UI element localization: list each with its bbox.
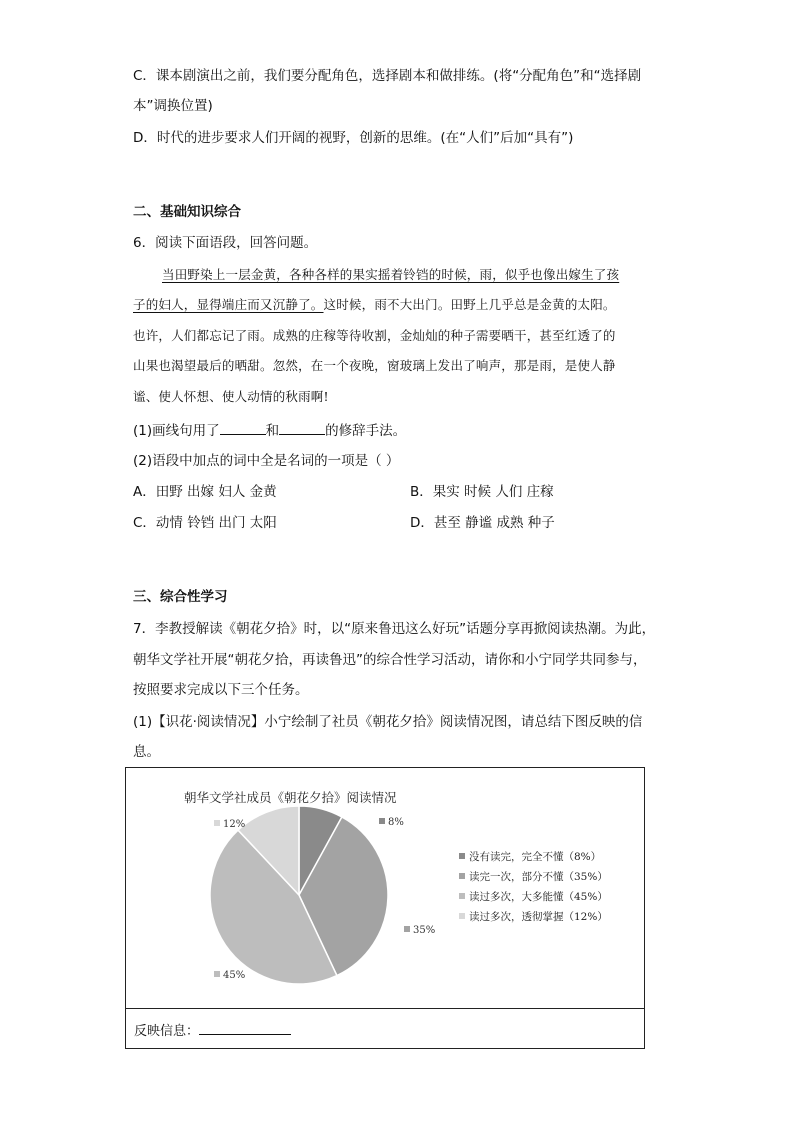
data-label-marker-2 [404, 926, 410, 932]
legend-marker-1 [459, 853, 465, 859]
option-d-line: D．时代的进步要求人们开阔的视野，创新的思维。(在“人们”后加“具有”) [133, 130, 574, 146]
sub-question-1-text-b: 和 [265, 423, 280, 439]
underlined-sentence-part-2: 子的妇人，显得端庄而又沉静了。 [133, 297, 324, 312]
section-3-title: 三、综合性学习 [133, 589, 228, 605]
question-7-line-3: 按照要求完成以下三个任务。 [133, 682, 309, 698]
feedback-blank[interactable] [199, 1020, 291, 1035]
feedback-label: 反映信息： [134, 1024, 200, 1039]
answer-blank-1[interactable] [220, 420, 266, 435]
data-label-2: 35% [413, 925, 436, 936]
data-label-marker-3 [214, 971, 220, 977]
passage-line-5: 谧、使人怀想、使人动情的秋雨啊! [133, 389, 329, 404]
feedback-row [134, 1020, 291, 1039]
legend-entry-4: 读过多次，透彻掌握（12%） [469, 911, 608, 923]
choice-b[interactable]: B．果实 时候 人们 庄稼 [410, 484, 554, 500]
pie-chart [126, 768, 644, 1008]
passage-line-2 [133, 295, 616, 315]
question-7-line-2: 朝华文学社开展“朝花夕拾，再读鲁迅”的综合性学习活动，请你和小宁同学共同参与， [133, 652, 647, 668]
legend-entry-2: 读完一次，部分不懂（35%） [469, 871, 608, 883]
passage-line-1 [162, 265, 619, 285]
underlined-sentence-part-1: 当田野染上一层金黄，各种各样的果实摇着铃铛的时候，雨，似乎也像出嫁生了孩 [162, 267, 620, 282]
passage-line-4: 山果也渴望最后的晒甜。忽然，在一个夜晚，窗玻璃上发出了响声，那是雨，是使人静 [133, 358, 616, 373]
option-c-line-1: C．课本剧演出之前，我们要分配角色，选择剧本和做排练。(将“分配角色”和“选择剧 [133, 68, 642, 84]
sub-question-1 [133, 420, 406, 441]
legend-entry-1: 没有读完，完全不懂（8%） [469, 851, 602, 863]
sub-question-2: (2)语段中加点的词中全是名词的一项是（ ） [133, 453, 400, 469]
legend-entry-3: 读过多次，大多能懂（45%） [469, 891, 608, 903]
chart-title: 朝华文学社成员《朝花夕拾》阅读情况 [184, 790, 397, 805]
section-2-title: 二、基础知识综合 [133, 204, 241, 220]
sub-question-1-text-c: 的修辞手法。 [325, 423, 407, 439]
question-7-line-1: 7．李教授解读《朝花夕拾》时，以“原来鲁迅这么好玩”话题分享再掀阅读热潮。为此， [133, 621, 656, 637]
data-label-3: 45% [223, 970, 246, 981]
data-label-4: 12% [223, 819, 246, 830]
choice-c[interactable]: C．动情 铃铛 出门 太阳 [133, 515, 277, 531]
data-label-marker-1 [379, 818, 385, 824]
question-7-sub-1-line-1: (1)【识花·阅读情况】小宁绘制了社员《朝花夕拾》阅读情况图，请总结下图反映的信 [133, 714, 643, 730]
choice-a[interactable]: A．田野 出嫁 妇人 金黄 [133, 484, 277, 500]
chart-divider [126, 1008, 644, 1009]
data-label-1: 8% [388, 817, 404, 828]
passage-line-3: 也许，人们都忘记了雨。成熟的庄稼等待收割，金灿灿的种子需要晒干，甚至红透了的 [133, 328, 616, 343]
legend-marker-2 [459, 873, 465, 879]
question-7-sub-1-line-2: 息。 [133, 744, 160, 760]
sub-question-1-text-a: (1)画线句用了 [133, 423, 220, 439]
answer-blank-2[interactable] [279, 420, 325, 435]
option-c-line-2: 本”调换位置) [133, 98, 213, 114]
data-label-marker-4 [214, 820, 220, 826]
passage-line-2-rest: 这时候，雨不大出门。田野上几乎总是金黄的太阳。 [323, 297, 616, 312]
question-6: 6．阅读下面语段，回答问题。 [133, 235, 318, 251]
pie-chart-box [125, 767, 645, 1049]
legend-marker-3 [459, 893, 465, 899]
legend-marker-4 [459, 913, 465, 919]
choice-d[interactable]: D．甚至 静谧 成熟 种子 [410, 515, 555, 531]
